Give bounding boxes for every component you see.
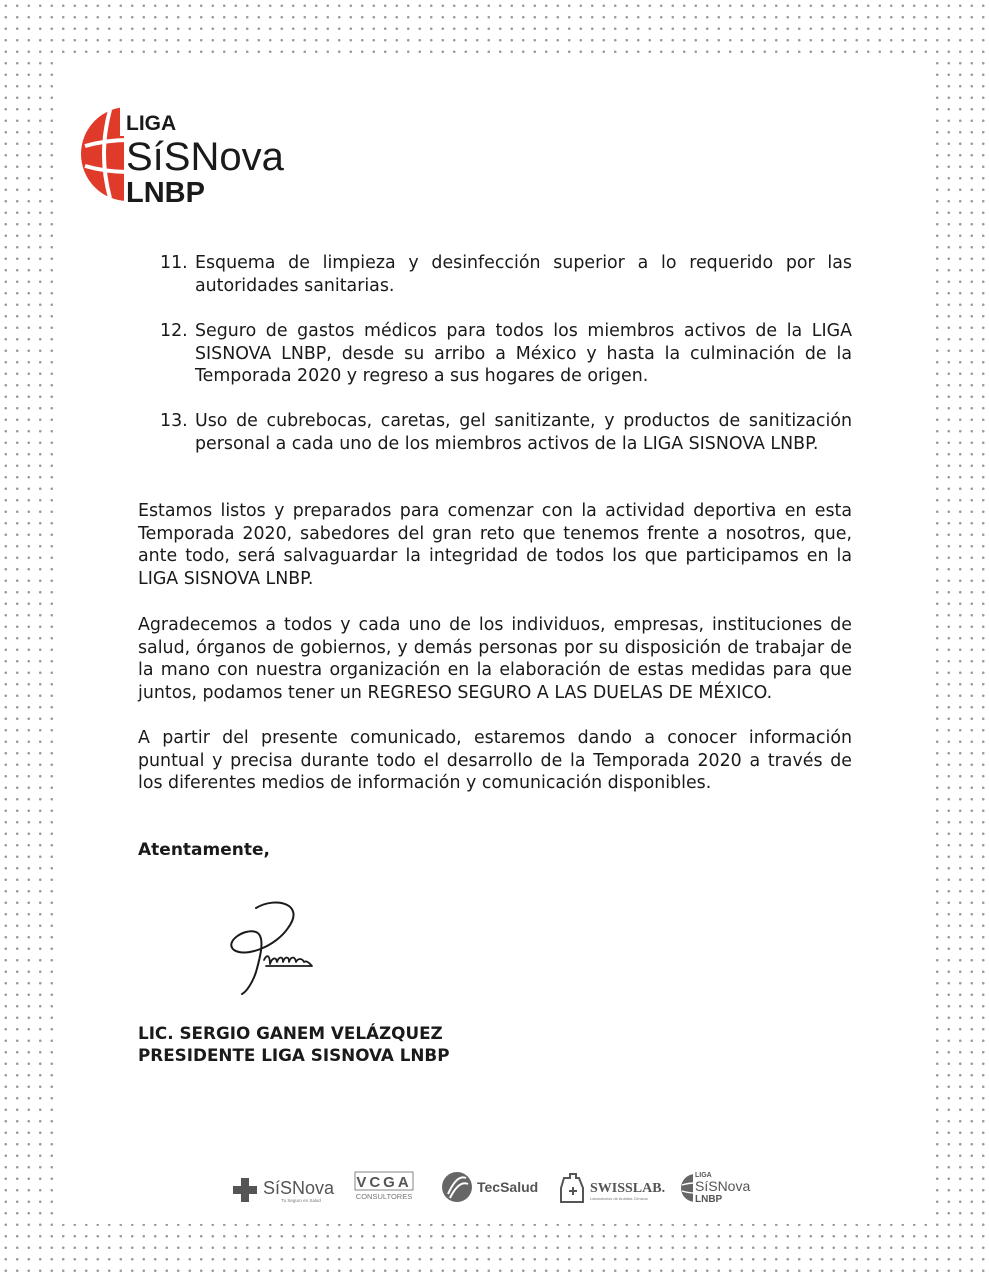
list-item <box>160 410 852 455</box>
list-item-text: Esquema de limpieza y desinfección superior a lo requerido por las autoridades sanitarias. <box>195 253 852 296</box>
sponsor-tecsalud-name: TecSalud <box>477 1179 539 1195</box>
sponsor-swisslab-name: SWISSLAB. <box>590 1181 666 1196</box>
list-item-number: 12. <box>160 321 188 341</box>
logo-line-liga: LIGA <box>126 112 177 135</box>
sponsor-logos <box>231 1164 761 1210</box>
medical-cross-icon <box>233 1178 257 1202</box>
sponsor-vcga-logo <box>351 1164 421 1210</box>
sponsor-swisslab-sub: Laboratorios de Análisis Clínicos <box>590 1196 648 1201</box>
paragraph-information: A partir del presente comunicado, estaremos dando a conocer información puntual y precisa durante todo el desarrollo de la Temporada 2020 a través de los diferentes medios de información y comunicación disponibles. <box>138 728 852 794</box>
signer-title: PRESIDENTE LIGA SISNOVA LNBP <box>138 1045 450 1065</box>
paragraph-thanks: Agradecemos a todos y cada uno de los individuos, empresas, instituciones de salud, órganos de gobiernos, y demás personas por su disposición de trabajar de la mano con nuestra organización en la elaboración de estas medidas para que juntos, podamos tener un REGRESO SEGURO A LAS DUELAS DE MÉXICO. <box>138 615 852 703</box>
signer-block <box>138 1022 450 1066</box>
logo-line-lnbp: LNBP <box>126 177 205 208</box>
list-item-text: Seguro de gastos médicos para todos los miembros activos de la LIGA SISNOVA LNBP, desde su arribo a México y hasta la culminación de la Temporada 2020 y regreso a sus hogares de origen. <box>195 321 852 387</box>
list-item <box>160 252 852 297</box>
sponsor-liga-logo <box>679 1164 761 1210</box>
handwritten-signature <box>216 898 336 1003</box>
sponsor-liga-line2: SíSNova <box>695 1178 751 1194</box>
paragraph-readiness: Estamos listos y preparados para comenzar con la actividad deportiva en esta Temporada 2020, sabedores del gran reto que tenemos frente a nosotros, que, ante todo, será salvaguardar la integridad de todos los que participamos en la LIGA SISNOVA LNBP. <box>138 501 852 589</box>
list-item-number: 13. <box>160 411 188 431</box>
list-item-number: 11. <box>160 253 188 273</box>
sponsor-tecsalud-logo <box>439 1164 539 1210</box>
closing-salutation: Atentamente, <box>138 840 270 860</box>
signer-name: LIC. SERGIO GANEM VELÁZQUEZ <box>138 1023 443 1043</box>
list-item-text: Uso de cubrebocas, caretas, gel sanitizante, y productos de sanitización personal a cada uno de los miembros activos de la LIGA SISNOVA LNBP. <box>195 411 852 454</box>
list-item <box>160 320 852 388</box>
sponsor-sisnova-tagline: Tu Seguro en Salud <box>281 1198 321 1203</box>
sponsor-liga-line1: LIGA <box>695 1172 712 1179</box>
sponsor-liga-line3: LNBP <box>695 1194 723 1205</box>
document-page <box>56 56 932 1224</box>
sponsor-swisslab-logo <box>556 1164 666 1210</box>
sponsor-sisnova-name: SíSNova <box>263 1178 335 1198</box>
sponsor-vcga-sub: CONSULTORES <box>355 1192 413 1201</box>
logo-line-sisnova: SíSNova <box>126 135 284 179</box>
liga-sisnova-lnbp-logo <box>80 104 310 208</box>
sponsor-vcga-name: VCGA <box>356 1174 412 1191</box>
sponsor-sisnova-logo <box>231 1164 341 1210</box>
